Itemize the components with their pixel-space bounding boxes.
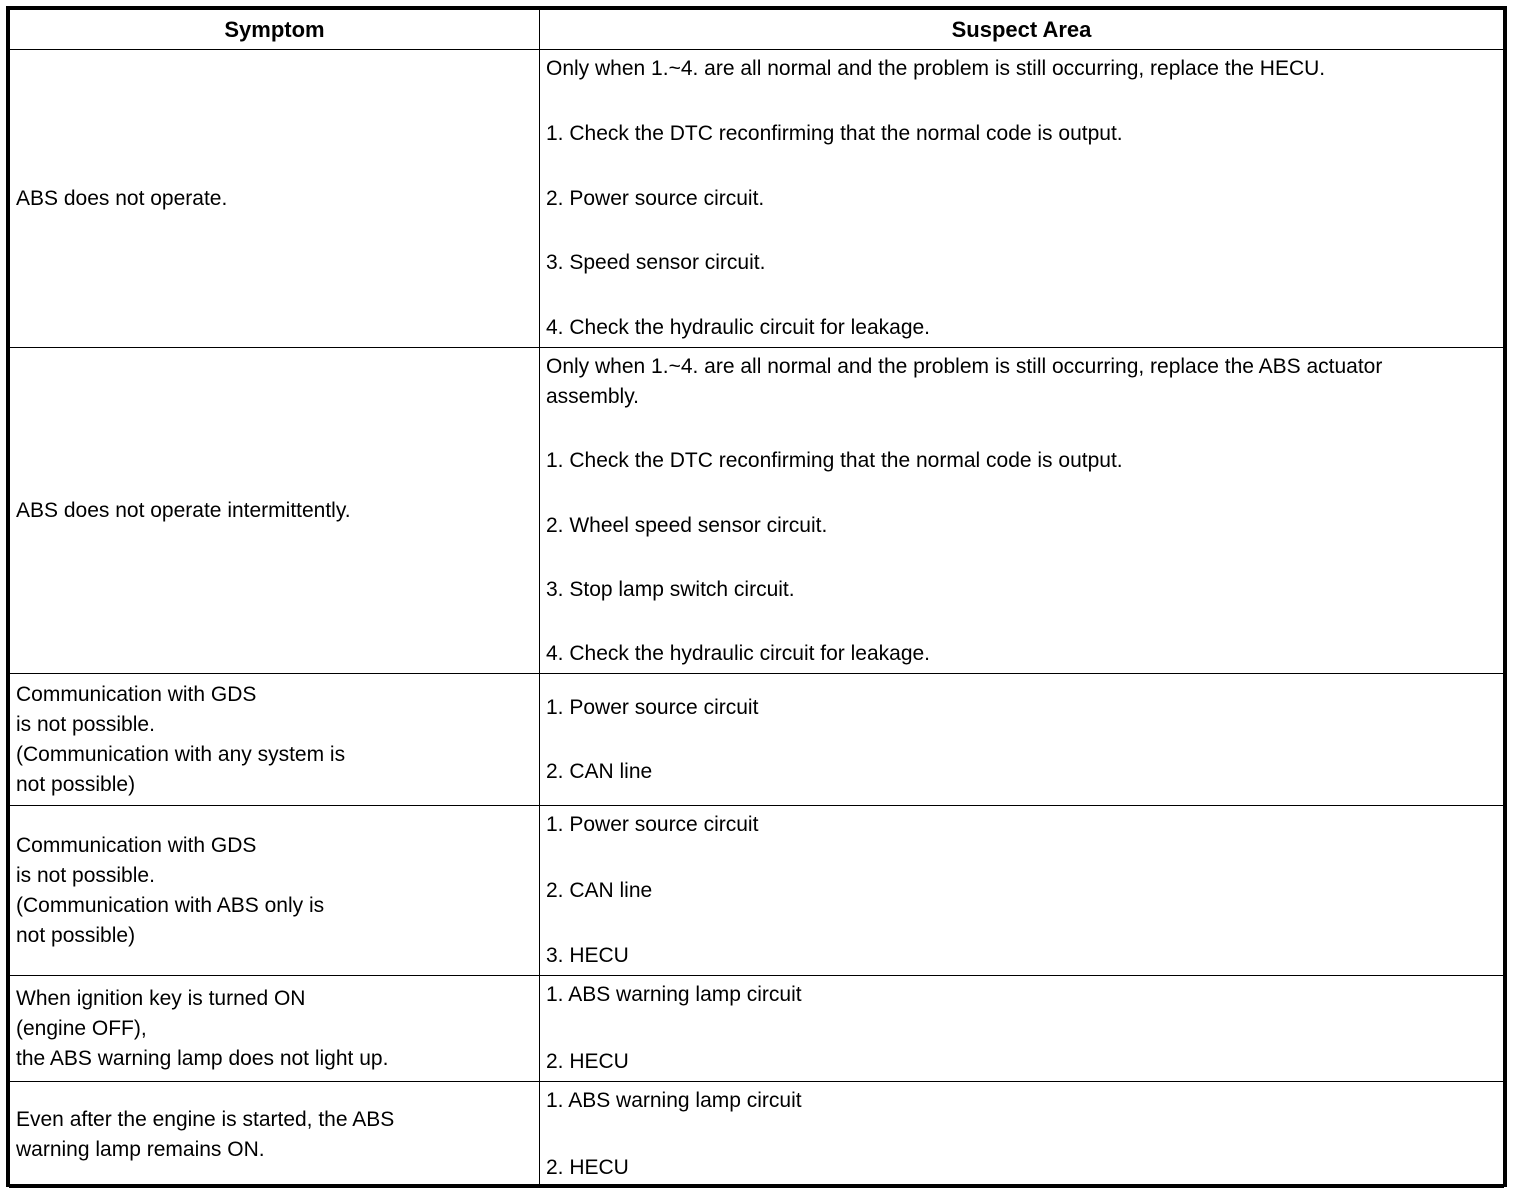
troubleshooting-table-frame: [6, 6, 1507, 1187]
symptom-cell: [10, 674, 540, 806]
table-header-row: [10, 10, 1504, 50]
symptom-cell: [10, 806, 540, 976]
symptom-text-line: not possible): [16, 923, 136, 947]
symptom-text-line: is not possible.: [16, 712, 155, 736]
symptom-text: ABS does not operate.: [16, 186, 228, 210]
suspect-area-list: [546, 1086, 1497, 1183]
symptom-text: ABS does not operate intermittently.: [16, 498, 351, 522]
table-row: [10, 674, 1504, 806]
suspect-item: 1. Power source circuit: [546, 695, 759, 719]
suspect-area-list: [546, 352, 1497, 669]
column-header-suspect-area: Suspect Area: [540, 10, 1504, 50]
table-row: [10, 348, 1504, 674]
suspect-item: 2. HECU: [546, 1050, 629, 1073]
symptom-text-line: warning lamp remains ON.: [16, 1137, 265, 1161]
symptom-cell: [10, 1082, 540, 1188]
table-row: [10, 1082, 1504, 1188]
symptom-text-line: is not possible.: [16, 863, 155, 887]
suspect-item: 1. Power source circuit: [546, 813, 759, 836]
symptom-cell: [10, 348, 540, 674]
suspect-item: 3. Speed sensor circuit.: [546, 251, 766, 275]
suspect-item: 3. HECU: [546, 944, 629, 967]
suspect-item: 1. ABS warning lamp circuit: [546, 1089, 802, 1112]
symptom-text-line: When ignition key is turned ON: [16, 986, 306, 1010]
symptom-text-line: Even after the engine is started, the ABS: [16, 1107, 395, 1131]
symptom-text-line: not possible): [16, 772, 136, 796]
suspect-item: 1. ABS warning lamp circuit: [546, 983, 802, 1006]
suspect-note: Only when 1.~4. are all normal and the problem is still occurring, replace the ABS actuator assembly.: [546, 355, 1383, 408]
suspect-area-cell: [540, 674, 1504, 806]
suspect-item: 1. Check the DTC reconfirming that the normal code is output.: [546, 449, 1123, 473]
symptom-text-line: (Communication with any system is: [16, 742, 346, 766]
symptom-text-line: (engine OFF),: [16, 1016, 147, 1040]
suspect-area-list: [546, 693, 1497, 787]
suspect-item: 2. Wheel speed sensor circuit.: [546, 513, 828, 537]
suspect-item: 3. Stop lamp switch circuit.: [546, 577, 795, 601]
suspect-area-cell: [540, 806, 1504, 976]
suspect-area-list: [546, 54, 1497, 343]
symptom-text-line: the ABS warning lamp does not light up.: [16, 1046, 389, 1070]
symptom-text-line: Communication with GDS: [16, 833, 257, 857]
suspect-item: 2. CAN line: [546, 759, 653, 783]
suspect-area-cell: [540, 50, 1504, 348]
suspect-item: 2. HECU: [546, 1156, 629, 1179]
troubleshooting-table: [9, 9, 1504, 1188]
suspect-item: 2. CAN line: [546, 878, 653, 902]
table-row: [10, 50, 1504, 348]
suspect-item: 1. Check the DTC reconfirming that the normal code is output.: [546, 121, 1123, 145]
table-row: [10, 976, 1504, 1082]
suspect-item: 4. Check the hydraulic circuit for leakage.: [546, 642, 931, 665]
table-row: [10, 806, 1504, 976]
suspect-area-cell: [540, 976, 1504, 1082]
suspect-area-list: [546, 980, 1497, 1077]
suspect-item: 4. Check the hydraulic circuit for leakage.: [546, 316, 931, 339]
column-header-symptom: Symptom: [10, 10, 540, 50]
suspect-area-list: [546, 810, 1497, 971]
suspect-area-cell: [540, 348, 1504, 674]
symptom-cell: [10, 976, 540, 1082]
symptom-cell: [10, 50, 540, 348]
suspect-area-cell: [540, 1082, 1504, 1188]
suspect-item: 2. Power source circuit.: [546, 186, 765, 210]
suspect-note: Only when 1.~4. are all normal and the problem is still occurring, replace the HECU.: [546, 57, 1326, 80]
symptom-text-line: Communication with GDS: [16, 682, 257, 706]
symptom-text-line: (Communication with ABS only is: [16, 893, 325, 917]
